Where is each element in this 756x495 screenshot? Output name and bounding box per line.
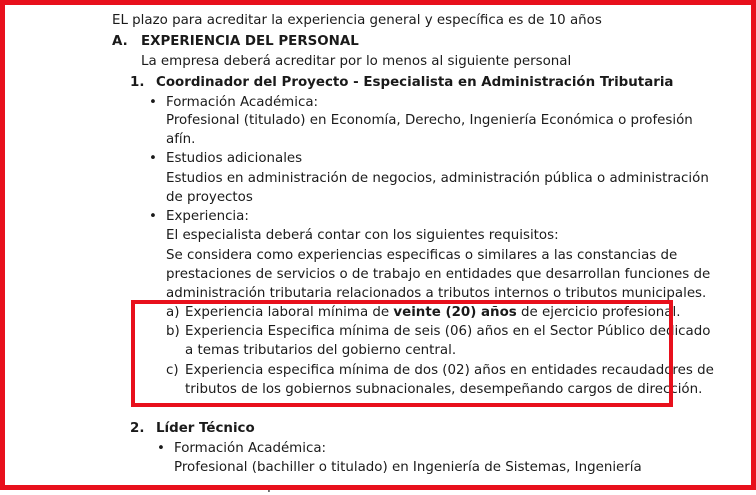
item1-experiencia-line-3: administración tributaria relacionados a tributos internos o tributos municipales.: [166, 286, 707, 301]
item1-experiencia-intro: El especialista deberá contar con los siguientes requisitos:: [166, 228, 559, 243]
item1-experiencia-label: Experiencia:: [166, 209, 249, 224]
bullet-icon: •: [149, 151, 157, 166]
item1-number: 1.: [130, 75, 145, 90]
item1-estudios-line-2: de proyectos: [166, 190, 253, 205]
item1-title: Coordinador del Proyecto - Especialista en Administración Tributaria: [156, 75, 674, 90]
section-a-intro: La empresa deberá acreditar por lo menos al siguiente personal: [141, 54, 572, 69]
req-c-letter: c): [166, 363, 179, 378]
item1-formacion-line-1: Profesional (titulado) en Economía, Derecho, Ingeniería Económica o profesión: [166, 113, 693, 128]
bullet-icon: •: [157, 441, 165, 456]
bullet-icon: •: [149, 209, 157, 224]
item2-title: Líder Técnico: [156, 421, 255, 436]
req-c-line-1: Experiencia especifica mínima de dos (02) años en entidades recaudadores de: [185, 363, 714, 378]
page-cutoff: [0, 476, 756, 490]
item2-formacion-label: Formación Académica:: [174, 441, 327, 456]
req-a-after: de ejercicio profesional.: [516, 305, 681, 320]
req-b-line-1: Experiencia Especifica mínima de seis (06) años en el Sector Público dedicado: [185, 324, 711, 339]
intro-line: EL plazo para acreditar la experiencia general y específica es de 10 años: [112, 13, 602, 28]
req-b-letter: b): [166, 324, 180, 339]
item1-experiencia-line-2: prestaciones de servicios o de trabajo en entidades que desarrollan funciones de: [166, 267, 711, 282]
req-c-line-2: tributos de los gobiernos subnacionales, desempeñando cargos de dirección.: [185, 382, 703, 397]
req-a-bold: veinte (20) años: [393, 305, 517, 320]
item2-formacion-line-1: Profesional (bachiller o titulado) en Ingeniería de Sistemas, Ingeniería: [174, 460, 642, 475]
req-a-letter: a): [166, 305, 180, 320]
req-a-before: Experiencia laboral mínima de: [185, 305, 394, 320]
req-b-line-2: a temas tributarios del gobierno central.: [185, 343, 457, 358]
item1-formacion-line-2: afín.: [166, 132, 196, 147]
item1-estudios-line-1: Estudios en administración de negocios, administración pública o administración: [166, 171, 709, 186]
highlight-box: [131, 300, 673, 407]
item1-estudios-label: Estudios adicionales: [166, 151, 303, 166]
section-a-letter: A.: [112, 34, 128, 49]
bullet-icon: •: [149, 95, 157, 110]
section-a-title: EXPERIENCIA DEL PERSONAL: [141, 34, 359, 49]
item2-number: 2.: [130, 421, 145, 436]
item1-formacion-label: Formación Académica:: [166, 95, 319, 110]
item1-experiencia-line-1: Se considera como experiencias especificas o similares a las constancias de: [166, 248, 678, 263]
